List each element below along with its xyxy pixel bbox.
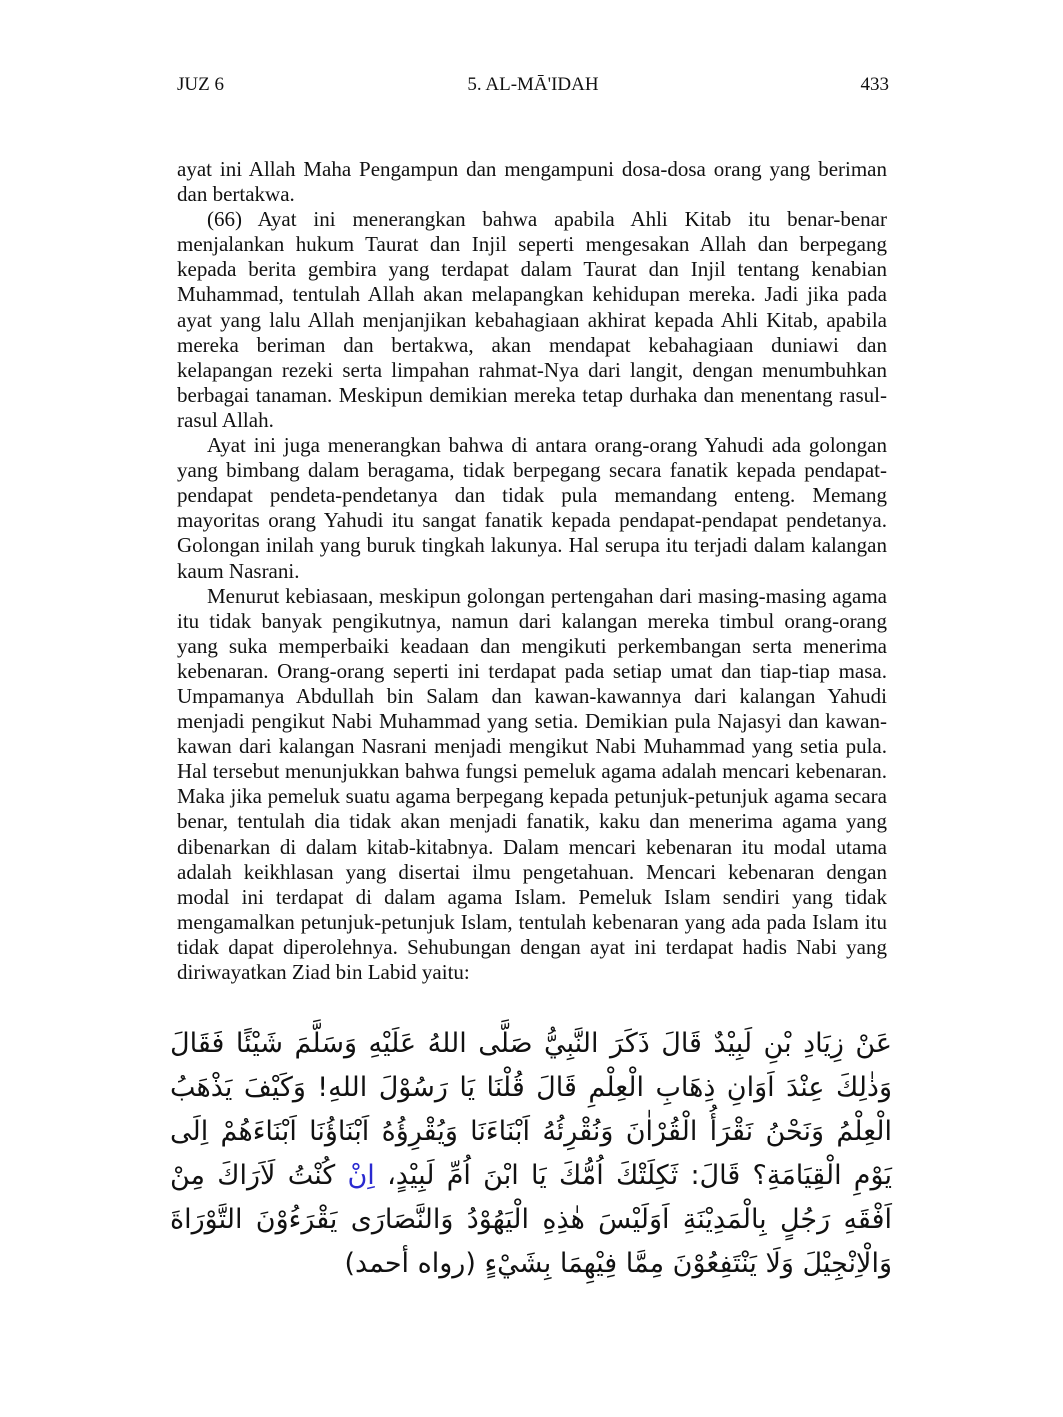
paragraph-yahudi: Ayat ini juga menerangkan bahwa di antara orang-orang Yahudi ada golongan yang bimbang dalam beragama, tidak berpegang secara fanatik kepada pendapat-pendapat pendeta-pendetanya dan tidak pula memandang enteng. Memang mayoritas orang Yahudi itu sangat fanatik kepada pendapat-pendapat pendetanya. Golongan inilah yang buruk tingkah lakunya. Hal serupa itu terjadi dalam kalangan kaum Nasrani. xyxy=(177,433,887,583)
hadith-highlight-word: اِنْ xyxy=(347,1160,375,1191)
body-text xyxy=(177,157,887,985)
hadith-text-part2: كُنْتُ لَاَرَاكَ مِنْ اَفْقَهِ رَجُلٍ بِالْمَدِيْنَةِ اَوَلَيْسَ هٰذِهِ الْيَهُوْدُ وَالنَّصَارَى يَقْرَءُوْنَ التَّوْرَاةَ وَالْاِنْجِيْلَ وَلَا يَنْتَفِعُوْنَ مِمَّا فِيْهِمَا بِشَيْءٍ xyxy=(170,1160,892,1279)
page-header xyxy=(177,74,889,98)
paragraph-kebiasaan: Menurut kebiasaan, meskipun golongan pertengahan dari masing-masing agama itu tidak banyak pengikutnya, namun dari kalangan mereka timbul orang-orang yang suka memperbaiki keadaan dan mengikuti perkembangan serta menerima kebenaran. Orang-orang seperti ini terdapat pada setiap umat dan tiap-tiap masa. Umpamanya Abdullah bin Salam dan kawan-kawannya dari kalangan Yahudi menjadi pengikut Nabi Muhammad yang setia. Demikian pula Najasyi dan kawan-kawan dari kalangan Nasrani menjadi mengikut Nabi Muhammad yang setia pula. Hal tersebut menunjukkan bahwa fungsi pemeluk agama adalah mencari kebenaran. Maka jika pemeluk suatu agama berpegang kepada petunjuk-petunjuk agama secara benar, tentulah dia tidak akan menjadi fanatik, kaku dan menerima agama yang dibenarkan di dalam kitab-kitabnya. Dalam mencari kebenaran itu modal utama adalah keikhlasan yang disertai ilmu pengetahuan. Mencari kebenaran dengan modal ini terdapat di dalam agama Islam. Pemeluk Islam sendiri yang tidak mengamalkan petunjuk-petunjuk Islam, tentulah kebenaran yang ada pada Islam itu tidak dapat diperolehnya. Sehubungan dengan ayat ini terdapat hadis Nabi yang diriwayatkan Ziad bin Labid yaitu: xyxy=(177,583,887,984)
paragraph-continuation: ayat ini Allah Maha Pengampun dan mengampuni dosa-dosa orang yang beriman dan bertakwa. xyxy=(177,157,887,207)
page-number: 433 xyxy=(860,74,889,95)
hadith-arabic-text xyxy=(170,1022,892,1286)
surah-title: 5. AL-MĀ'IDAH xyxy=(467,74,599,95)
hadith-text-part1: عَنْ زِيَادِ بْنِ لَبِيْدٌ قَالَ ذَكَرَ النَّبِيُّ صَلَّى اللهُ عَلَيْهِ وَسَلَّمَ شَيْئًا فَقَالَ وَذٰلِكَ عِنْدَ اَوَانِ ذِهَابِ الْعِلْمِ قَالَ قُلْنَا يَا رَسُوْلَ اللهِ! وَكَيْفَ يَذْهَبُ الْعِلْمُ وَنَحْنُ نَقْرَأُ الْقُرْاٰنَ وَنُقْرِئُهُ اَبْنَاءَنَا وَيُقْرِؤُهُ اَبْنَاؤُنَا اَبْنَاءَهُمْ اِلَى يَوْمِ الْقِيَامَةِ؟ قَالَ: ثَكِلَتْكَ اُمُّكَ يَا ابْنَ اُمِّ لَبِيْدٍ، xyxy=(170,1028,892,1191)
paragraph-verse-66: (66) Ayat ini menerangkan bahwa apabila Ahli Kitab itu benar-benar menjalankan hukum Taurat dan Injil seperti mengesakan Allah dan berpegang kepada berita gembira yang terdapat dalam Taurat dan Injil tentang kenabian Muhammad, tentulah Allah akan melapangkan kehidupan mereka. Jadi jika pada ayat yang lalu Allah menjanjikan kebahagiaan akhirat kepada Ahli Kitab, apabila mereka beriman dan bertakwa, akan mendapat kebahagiaan duniawi dan kelapangan rezeki serta limpahan rahmat-Nya dari langit, dengan menumbuhkan berbagai tanaman. Meskipun demikian mereka tetap durhaka dan menentang rasul-rasul Allah. xyxy=(177,207,887,432)
juz-label: JUZ 6 xyxy=(177,74,224,95)
hadith-source: (رواه أحمد) xyxy=(344,1248,476,1279)
